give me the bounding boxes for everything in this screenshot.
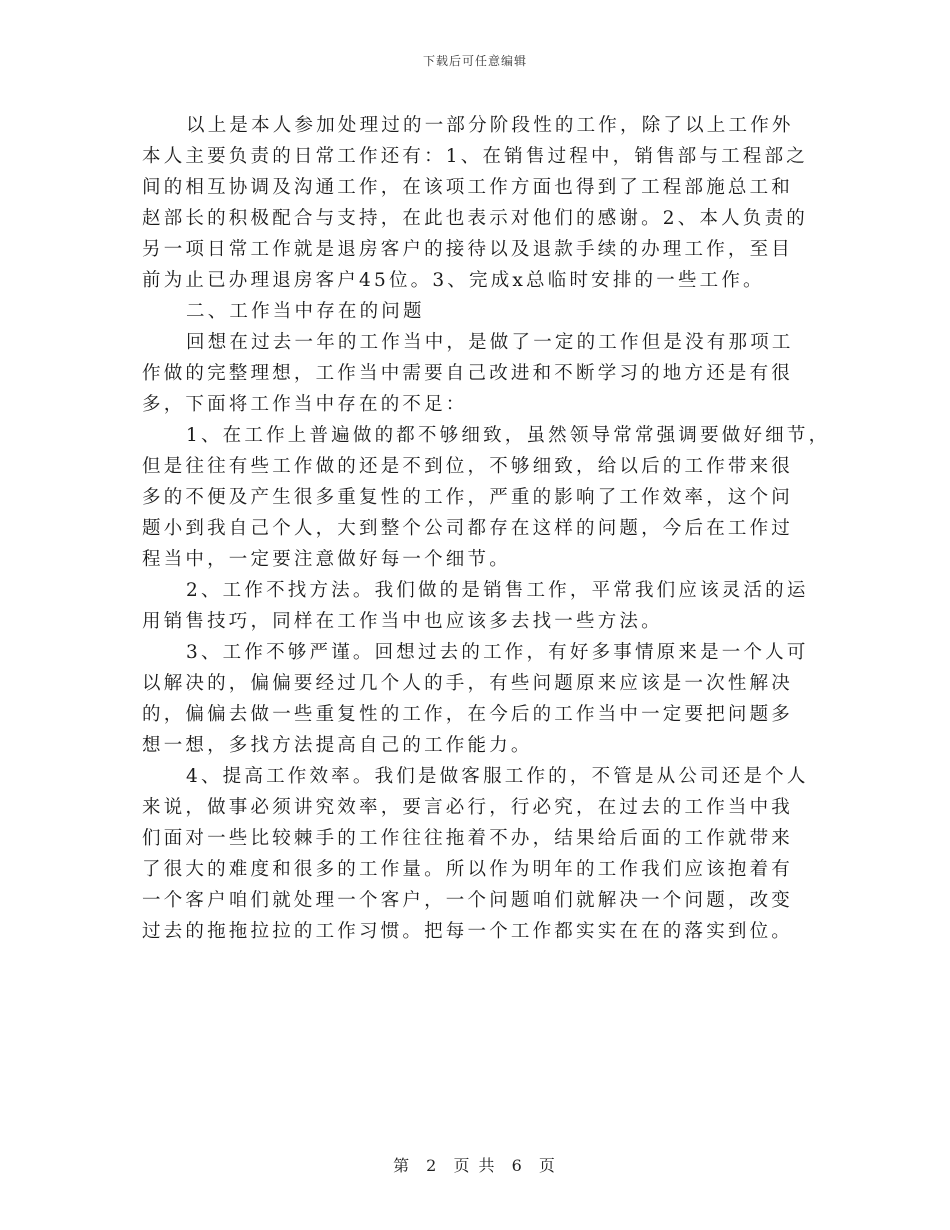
paragraph-line: 前为止已办理退房客户45位。3、完成x总临时安排的一些工作。 [142,270,765,291]
paragraph-line: 以上是本人参加处理过的一部分阶段性的工作，除了以上工作外 [186,115,794,136]
paragraph-line: 题小到我自己个人，大到整个公司都存在这样的问题，今后在工作过 [142,518,794,539]
paragraph-line: 4、提高工作效率。我们是做客服工作的，不管是从公司还是个人 [186,766,809,787]
paragraph-line: 程当中，一定要注意做好每一个细节。 [142,549,511,570]
paragraph-line: 作做的完整理想，工作当中需要自己改进和不断学习的地方还是有很 [142,363,794,384]
paragraph-line: 一个客户咱们就处理一个客户，一个问题咱们就解决一个问题，改变 [142,890,794,911]
paragraph-line: 过去的拖拖拉拉的工作习惯。把每一个工作都实实在在的落实到位。 [142,921,794,942]
section-heading: 二、工作当中存在的问题 [186,301,425,322]
paragraph-line: 回想在过去一年的工作当中，是做了一定的工作但是没有那项工 [186,332,794,353]
paragraph-line: 本人主要负责的日常工作还有：1、在销售过程中，销售部与工程部之 [142,146,808,167]
paragraph-line: 2、工作不找方法。我们做的是销售工作，平常我们应该灵活的运 [186,580,809,601]
total-page-count: 6 [511,1156,524,1175]
paragraph-line: 了很大的难度和很多的工作量。所以作为明年的工作我们应该抱着有 [142,859,794,880]
page-header: 下载后可任意编辑 [422,54,527,68]
paragraph-line: 用销售技巧，同样在工作当中也应该多去找一些方法。 [142,611,663,632]
paragraph-line: 来说，做事必须讲究效率，要言必行，行必究，在过去的工作当中我 [142,797,794,818]
footer-prefix: 第 [393,1156,412,1175]
page-footer [0,1153,950,1176]
paragraph-line: 3、工作不够严谨。回想过去的工作，有好多事情原来是一个人可 [186,642,809,663]
paragraph-line: 以解决的，偏偏要经过几个人的手，有些问题原来应该是一次性解决 [142,673,794,694]
footer-middle: 页 共 [453,1156,497,1175]
paragraph-line: 想一想，多找方法提高自己的工作能力。 [142,735,533,756]
paragraph-line: 的，偏偏去做一些重复性的工作，在今后的工作当中一定要把问题多 [142,704,794,725]
document-body [142,110,831,947]
current-page-number: 2 [426,1156,439,1175]
paragraph-line: 赵部长的积极配合与支持，在此也表示对他们的感谢。2、本人负责的 [142,208,808,229]
paragraph-line: 多，下面将工作当中存在的不足： [142,394,468,415]
paragraph-line: 另一项日常工作就是退房客户的接待以及退款手续的办理工作，至目 [142,239,794,260]
paragraph-line: 间的相互协调及沟通工作，在该项工作方面也得到了工程部施总工和 [142,177,794,198]
paragraph-line: 们面对一些比较棘手的工作往往拖着不办，结果给后面的工作就带来 [142,828,794,849]
paragraph-line: 但是往往有些工作做的还是不到位，不够细致，给以后的工作带来很 [142,456,794,477]
paragraph-line: 1、在工作上普遍做的都不够细致，虽然领导常常强调要做好细节， [186,425,831,446]
paragraph-line: 多的不便及产生很多重复性的工作，严重的影响了工作效率，这个问 [142,487,794,508]
footer-suffix: 页 [538,1156,557,1175]
